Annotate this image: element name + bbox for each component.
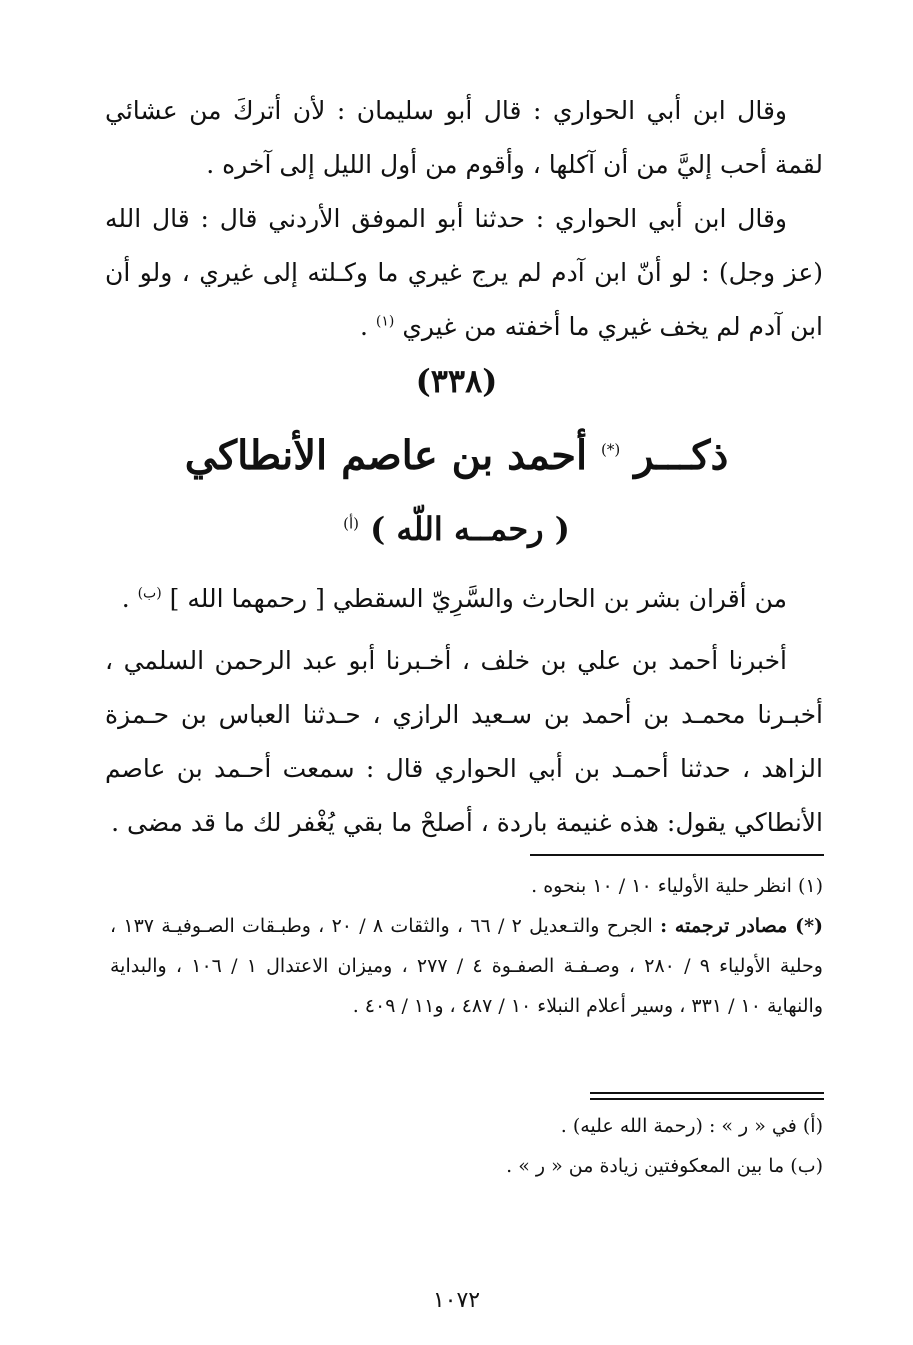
section-title (0, 432, 913, 479)
footnote-ref-b[interactable]: (ب) (137, 585, 162, 602)
paragraph-abu-sulayman: وقال ابن أبي الحواري : قال أبو سليمان : لأن أتركَ من عشائي لقمة أحب إليَّ من أن آكلها ، وأقوم من أول الليل إلى آخره . (105, 96, 823, 179)
footnote-ref-1[interactable]: (١) (375, 313, 395, 330)
paragraph-intro: من أقران بشر بن الحارث والسَّرِيّ السقطي [ رحمهما الله ] $^{(ب)}$ . (121, 584, 787, 613)
title-name: أحمد بن عاصم الأنطاكي (184, 432, 588, 479)
footnote-b: (ب) ما بين المعكوفتين زيادة من « ر » . (506, 1155, 823, 1177)
paragraph-hadith-qudsi: وقال ابن أبي الحواري : حدثنا أبو الموفق الأردني قال : قال الله (عز وجل) : لو أنّ ابن آدم لم يرج غيري ما وكـلته إلى غيري ، ولو أن ابن آدم لم يخف غيري ما أخفته من غيري $^{(١)}$ . (105, 204, 823, 341)
footnote-a: (أ) في « ر » : (رحمة الله عليه) . (560, 1115, 823, 1137)
section-subtitle: ( رحمــه اللّه ) $^{(أ)}$ (343, 510, 570, 548)
footnote-divider (530, 854, 824, 856)
footnote-star-label: (*) مصادر ترجمته : (660, 915, 824, 937)
section-number: (٣٣٨) (415, 362, 498, 400)
footnote-ref-star[interactable]: (*) (601, 440, 621, 459)
page-number: ١٠٧٢ (432, 1288, 481, 1313)
footnote-1: (١) انظر حلية الأولياء ١٠ / ١٠ بنحوه . (531, 875, 823, 897)
paragraph-narration: أخبرنا أحمد بن علي بن خلف ، أخـبرنا أبو عبد الرحمن السلمي ، أخبـرنا محمـد بن أحمد بن سـعيد الرازي ، حـدثنا العباس بن حـمزة الزاهد ، حدثنا أحمـد بن أبي الحواري قال : سمعت أحـمد بن عاصم الأنطاكي يقول: هذه غنيمة باردة ، أصلحْ ما بقي يُغْفر لك ما قد مضى . (105, 646, 823, 837)
editor-footnote-divider (590, 1092, 824, 1100)
footnote-ref-a[interactable]: (أ) (343, 514, 359, 533)
title-prefix: ذكـــر (634, 432, 729, 479)
footnote-star: (*) مصادر ترجمته : الجرح والتـعديل ٢ / ٦٦ ، والثقات ٨ / ٢٠ ، وطبـقات الصـوفيـة ١٣٧ ، وحلية الأولياء ٩ / ٢٨٠ ، وصـفـة الصفـوة ٤ / ٢٧٧ ، وميزان الاعتدال ١ / ١٠٦ ، والبداية والنهاية ١٠ / ٣٣١ ، وسير أعلام النبلاء ١٠ / ٤٨٧ ، و١١ / ٤٠٩ . (110, 915, 824, 1017)
